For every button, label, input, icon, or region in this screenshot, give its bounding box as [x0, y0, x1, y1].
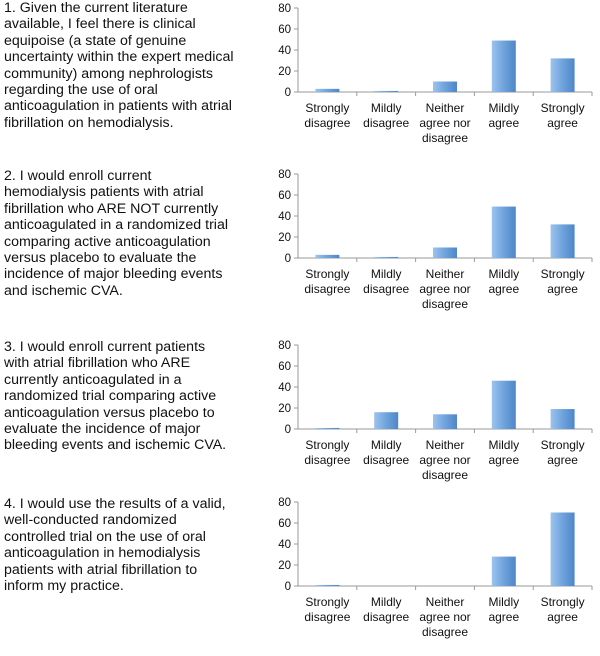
bar	[492, 207, 516, 258]
y-tick-label: 40	[278, 45, 291, 57]
y-tick-label: 60	[278, 24, 291, 36]
question-4-text	[4, 496, 260, 594]
x-tick-label: disagree	[421, 297, 469, 311]
question-2-text	[4, 168, 260, 299]
x-tick-label: agree	[488, 282, 520, 296]
bar	[315, 255, 339, 258]
x-tick-label: Strongly	[540, 438, 585, 452]
question-line: well-conducted randomized	[4, 512, 177, 529]
y-tick-label: 60	[278, 518, 291, 530]
question-line: versus placebo to evaluate the	[4, 250, 197, 267]
bar	[551, 224, 575, 258]
y-tick-label: 60	[278, 361, 291, 373]
y-tick-label: 40	[278, 211, 291, 223]
x-tick-label: agree	[547, 282, 578, 296]
x-tick-label: Neither	[425, 267, 465, 281]
y-tick-label: 0	[284, 253, 291, 265]
x-tick-label: disagree	[421, 131, 469, 145]
question-line: equipoise (a state of genuine	[4, 32, 187, 49]
question-line: and ischemic CVA.	[4, 282, 123, 299]
question-line: regarding the use of oral	[4, 82, 158, 99]
x-tick-label: disagree	[304, 610, 351, 624]
bar	[551, 58, 575, 92]
x-tick-label: agree	[488, 116, 520, 130]
chart-3	[262, 339, 600, 499]
x-tick-label: Neither	[425, 595, 465, 609]
x-tick-label: Strongly	[540, 267, 585, 281]
x-tick-label: disagree	[304, 282, 351, 296]
x-tick-label: Mildly	[488, 101, 520, 115]
chart-4	[262, 496, 600, 656]
x-tick-label: disagree	[363, 116, 410, 130]
y-tick-label: 20	[278, 560, 291, 572]
bar	[374, 91, 398, 92]
x-tick-label: agree	[488, 610, 520, 624]
question-line: inform my practice.	[4, 578, 124, 595]
bar	[433, 82, 457, 93]
y-tick-label: 60	[278, 190, 291, 202]
question-line: 1. Given the current literature	[4, 0, 188, 16]
question-line: fibrillation on hemodialysis.	[4, 114, 174, 131]
y-tick-label: 0	[284, 581, 291, 593]
bar	[551, 409, 575, 429]
x-tick-label: Strongly	[540, 595, 585, 609]
x-tick-label: agree nor	[419, 282, 471, 296]
x-tick-label: agree nor	[419, 610, 471, 624]
question-line: available, I feel there is clinical	[4, 16, 196, 33]
x-tick-label: Mildly	[370, 101, 402, 115]
y-tick-label: 40	[278, 382, 291, 394]
x-tick-label: Strongly	[305, 438, 350, 452]
question-1-text	[4, 0, 260, 131]
question-line: anticoagulation in patients with atrial	[4, 98, 232, 115]
y-tick-label: 0	[284, 424, 291, 436]
x-tick-label: agree nor	[419, 116, 471, 130]
y-tick-label: 80	[278, 169, 291, 181]
question-line: patients with atrial fibrillation to	[4, 561, 198, 578]
x-tick-label: Mildly	[488, 595, 520, 609]
question-line: anticoagulation in hemodialysis	[4, 545, 201, 562]
x-tick-label: Strongly	[305, 267, 350, 281]
x-tick-label: agree	[547, 116, 578, 130]
x-tick-label: Strongly	[540, 101, 585, 115]
x-tick-label: agree	[547, 453, 578, 467]
y-tick-label: 20	[278, 403, 291, 415]
question-line: 4. I would use the results of a valid,	[4, 496, 226, 512]
question-line: with atrial fibrillation who ARE	[4, 355, 191, 372]
question-line: 3. I would enroll current patients	[4, 339, 206, 355]
x-tick-label: Neither	[425, 438, 465, 452]
x-tick-label: Strongly	[305, 101, 350, 115]
question-line: currently anticoagulated in a	[4, 371, 182, 388]
question-3-text	[4, 339, 260, 454]
question-line: community) among nephrologists	[4, 65, 213, 82]
bar	[433, 414, 457, 429]
y-tick-label: 80	[278, 3, 291, 15]
bar	[433, 248, 457, 259]
x-tick-label: disagree	[304, 453, 351, 467]
question-line: bleeding events and ischemic CVA.	[4, 437, 227, 454]
question-line: controlled trial on the use of oral	[4, 528, 206, 545]
x-tick-label: disagree	[363, 453, 410, 467]
y-tick-label: 40	[278, 539, 291, 551]
y-tick-label: 80	[278, 497, 291, 509]
x-tick-label: Mildly	[370, 595, 402, 609]
question-line: 2. I would enroll current	[4, 168, 152, 184]
bar	[374, 257, 398, 258]
x-tick-label: disagree	[421, 468, 469, 482]
bar	[551, 513, 575, 587]
bar	[492, 557, 516, 586]
bar	[315, 585, 339, 586]
question-line: hemodialysis patients with atrial	[4, 184, 204, 201]
x-tick-label: Strongly	[305, 595, 350, 609]
question-line: uncertainty within the expert medical	[4, 49, 234, 66]
bar	[374, 412, 398, 429]
x-tick-label: Neither	[425, 101, 465, 115]
question-line: anticoagulation versus placebo to	[4, 404, 215, 421]
y-tick-label: 0	[284, 87, 291, 99]
x-tick-label: agree	[488, 453, 520, 467]
x-tick-label: disagree	[304, 116, 351, 130]
y-tick-label: 20	[278, 66, 291, 78]
question-line: fibrillation who ARE NOT currently	[4, 200, 219, 217]
question-line: incidence of major bleeding events	[4, 266, 223, 283]
x-tick-label: disagree	[421, 625, 469, 639]
x-tick-label: Mildly	[488, 438, 520, 452]
question-line: comparing active anticoagulation	[4, 233, 211, 250]
question-line: evaluate the incidence of major	[4, 421, 201, 438]
question-line: anticoagulated in a randomized trial	[4, 217, 228, 234]
x-tick-label: agree	[547, 610, 578, 624]
x-tick-label: disagree	[363, 282, 410, 296]
bar	[315, 428, 339, 429]
chart-2	[262, 168, 600, 328]
x-tick-label: Mildly	[370, 267, 402, 281]
bar	[492, 41, 516, 92]
chart-1	[262, 2, 600, 162]
y-tick-label: 80	[278, 340, 291, 352]
bar	[315, 89, 339, 92]
question-line: randomized trial comparing active	[4, 388, 217, 405]
bar	[492, 381, 516, 429]
x-tick-label: disagree	[363, 610, 410, 624]
x-tick-label: Mildly	[488, 267, 520, 281]
y-tick-label: 20	[278, 232, 291, 244]
x-tick-label: agree nor	[419, 453, 471, 467]
x-tick-label: Mildly	[370, 438, 402, 452]
